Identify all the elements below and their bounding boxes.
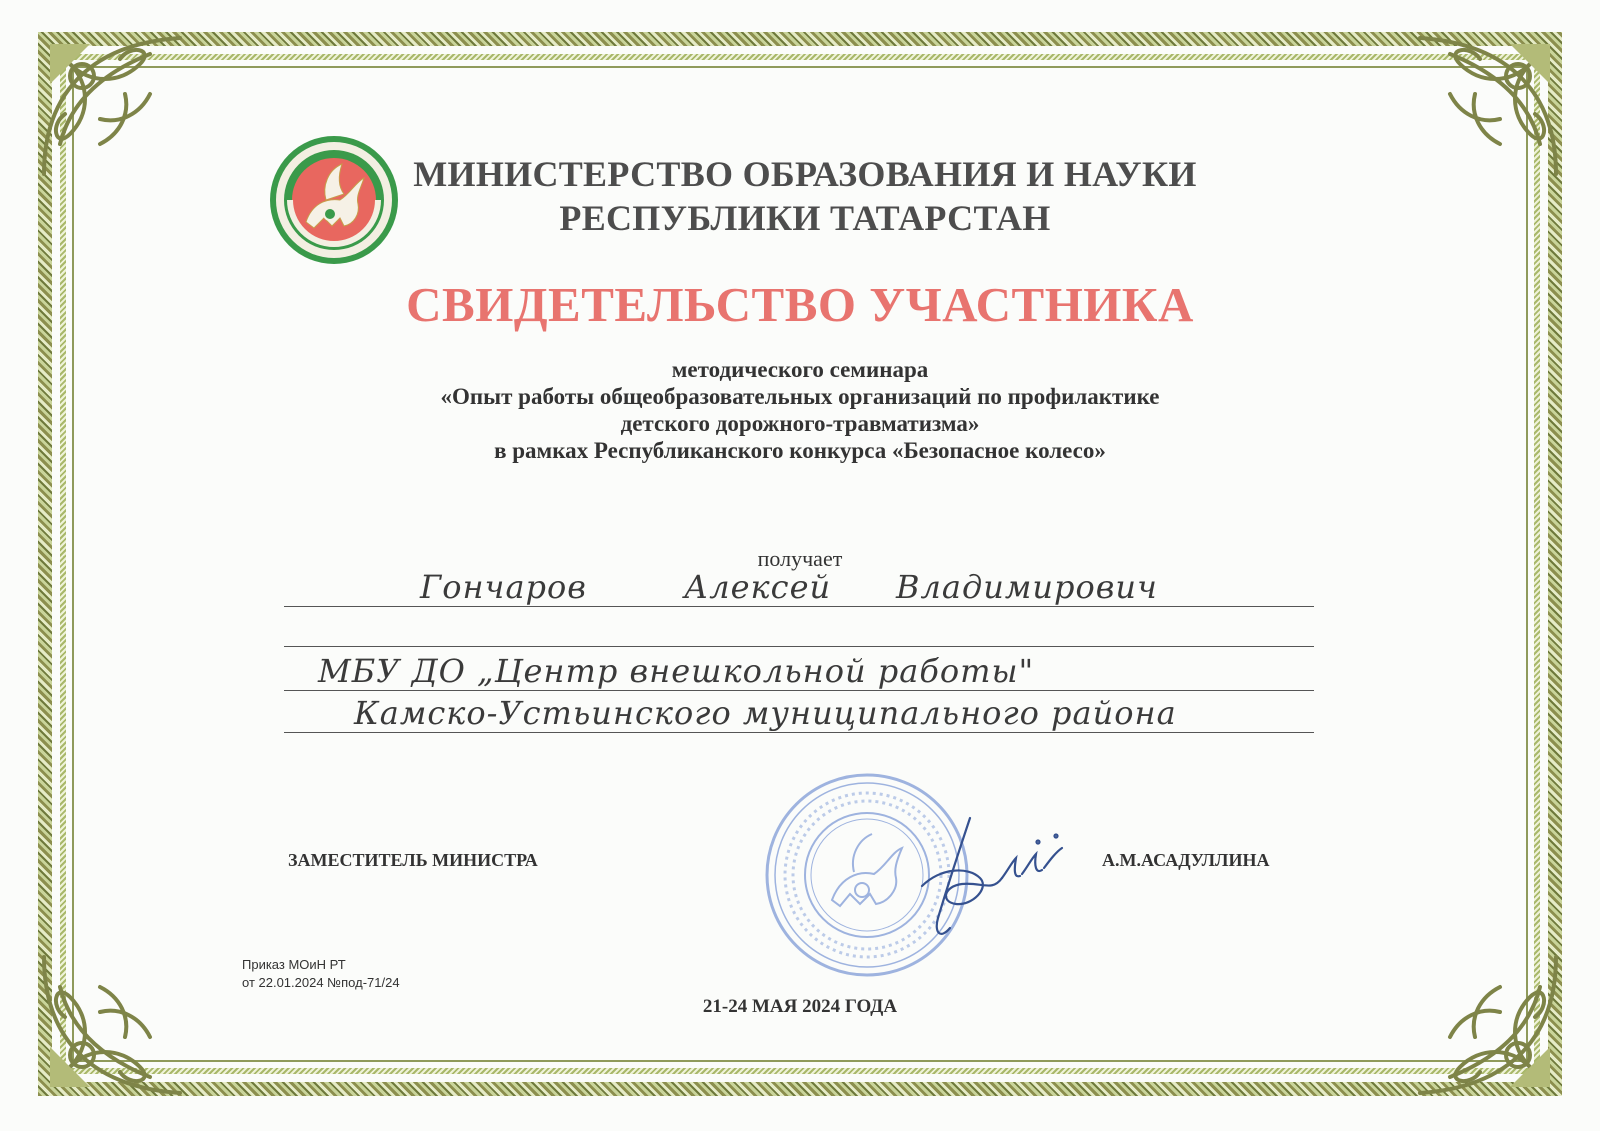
recipient-first-name: Алексей bbox=[684, 568, 832, 606]
organization-rule-2 bbox=[284, 732, 1314, 733]
ministry-line-2: РЕСПУБЛИКИ ТАТАРСТАН bbox=[559, 198, 1051, 238]
event-dates: 21-24 МАЯ 2024 ГОДА bbox=[702, 996, 898, 1017]
subtitle-line-4: в рамках Республиканского конкурса «Безопасное колесо» bbox=[494, 438, 1106, 463]
corner-ornament-icon bbox=[1390, 24, 1570, 204]
recipient-patronymic: Владимирович bbox=[896, 568, 1158, 606]
subtitle-line-3: детского дорожного-травматизма» bbox=[620, 411, 980, 436]
signer-name: А.М.АСАДУЛЛИНА bbox=[1102, 850, 1270, 870]
recipient-surname: Гончаров bbox=[420, 568, 587, 606]
tatarstan-emblem-icon bbox=[268, 134, 400, 266]
handwritten-signature-icon bbox=[910, 808, 1080, 953]
organization-line-1: МБУ ДО „Центр внешкольной работы" bbox=[318, 652, 1035, 690]
ministry-name bbox=[410, 152, 1200, 240]
organization-rule-1 bbox=[284, 690, 1314, 691]
subtitle-line-1: методического семинара bbox=[671, 357, 929, 382]
order-line-1: Приказ МОиН РТ bbox=[242, 957, 346, 972]
certificate-title: СВИДЕТЕЛЬСТВО УЧАСТНИКА bbox=[406, 277, 1194, 332]
subtitle-line-2: «Опыт работы общеобразовательных организаций по профилактике bbox=[440, 384, 1160, 409]
signer-position: ЗАМЕСТИТЕЛЬ МИНИСТРА bbox=[288, 850, 538, 870]
order-reference bbox=[242, 956, 400, 992]
organization-line-2: Камско-Устьинского муниципального района bbox=[354, 694, 1177, 732]
ministry-line-1: МИНИСТЕРСТВО ОБРАЗОВАНИЯ И НАУКИ bbox=[413, 154, 1197, 194]
corner-ornament-icon bbox=[30, 24, 210, 204]
name-rule bbox=[284, 606, 1314, 607]
blank-rule bbox=[284, 646, 1314, 647]
order-line-2: от 22.01.2024 №под-71/24 bbox=[242, 975, 400, 990]
certificate-subtitle bbox=[0, 356, 1600, 464]
receives-label: получает bbox=[757, 546, 843, 571]
